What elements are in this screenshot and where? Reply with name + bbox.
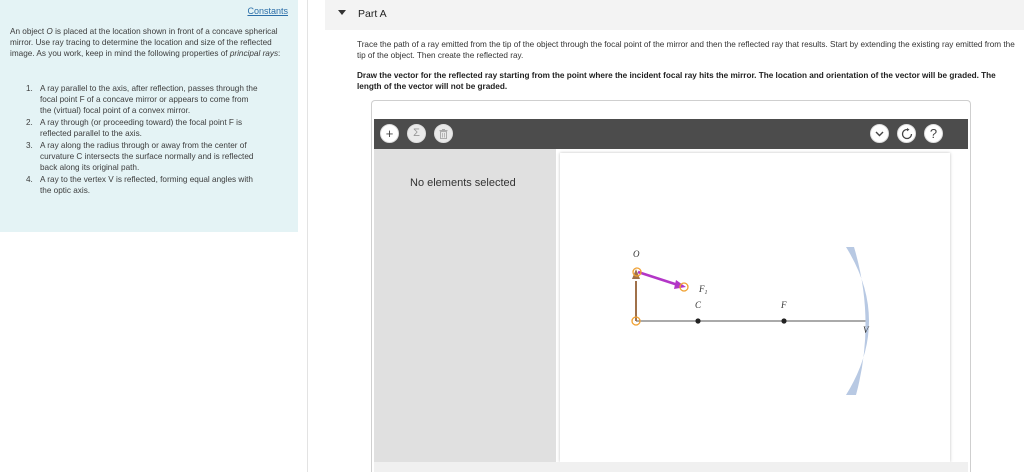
incident-ray: [638, 272, 678, 285]
label-c: C: [695, 300, 702, 310]
delete-button[interactable]: [434, 124, 453, 143]
vector-drawing-tool: [371, 100, 971, 472]
label-object: O: [633, 249, 640, 259]
intro-text-b: is placed at the location shown in front of a concave spherical mirror. Use ray tracing to determine the location and size of the reflected image. As you work, keep in mind the following properties of: [10, 27, 278, 58]
sum-button[interactable]: Σ: [407, 124, 426, 143]
trash-icon: [439, 129, 448, 139]
intro-text-a: An object: [10, 27, 47, 36]
principal-rays-list: [26, 83, 258, 197]
part-grading-note: Draw the vector for the reflected ray starting from the point where the incident focal ray hits the mirror. The location and orientation of the vector will be graded. The length of the vector will not be graded.: [357, 71, 996, 91]
label-f: F: [781, 300, 787, 310]
list-item: 1. A ray parallel to the axis, after reflection, passes through the focal point F of a concave mirror or appears to come from the (virtual) focal point of a convex mirror.: [26, 84, 258, 115]
selection-panel: [374, 149, 556, 462]
drawing-canvas[interactable]: [560, 153, 950, 462]
options-dropdown-button[interactable]: [870, 124, 889, 143]
tool-toolbar: [374, 119, 968, 149]
problem-intro: [10, 26, 286, 59]
intro-text-c: :: [278, 49, 281, 58]
tool-bottom-bar: [374, 462, 968, 472]
label-f1: $F_1$: [699, 284, 708, 296]
ray-diagram[interactable]: [560, 153, 950, 462]
reset-button[interactable]: [897, 124, 916, 143]
label-v: V: [863, 325, 869, 335]
chevron-down-icon: [875, 131, 884, 137]
add-vector-button[interactable]: +: [380, 124, 399, 143]
reset-icon: [901, 128, 913, 140]
constants-link[interactable]: Constants: [247, 6, 288, 16]
part-title: Part A: [358, 8, 387, 20]
problem-panel: [0, 0, 298, 232]
panel-divider: [307, 0, 308, 472]
help-button[interactable]: ?: [924, 124, 943, 143]
list-item: 2. A ray through (or proceeding toward) the focal point F is reflected parallel to the axis.: [26, 118, 243, 138]
chevron-down-icon[interactable]: [338, 10, 346, 15]
intro-object-symbol: O: [46, 27, 53, 36]
part-header[interactable]: [325, 0, 1024, 30]
part-instructions: Trace the path of a ray emitted from the tip of the object through the focal point of the mirror and then the reflected ray that results. Start by extending the existing ray emitted from the tip of the object. Then create the reflected ray.: [357, 40, 1015, 60]
list-item: 3. A ray along the radius through or away from the center of curvature C intersects the surface normally and is reflected back along its original path.: [26, 141, 254, 172]
focal-point: [781, 318, 786, 323]
intro-principal-rays: principal rays: [229, 49, 279, 58]
list-item: 4. A ray to the vertex V is reflected, forming equal angles with the optic axis.: [26, 175, 253, 195]
no-selection-text: No elements selected: [410, 177, 516, 189]
center-of-curvature-point: [695, 318, 700, 323]
